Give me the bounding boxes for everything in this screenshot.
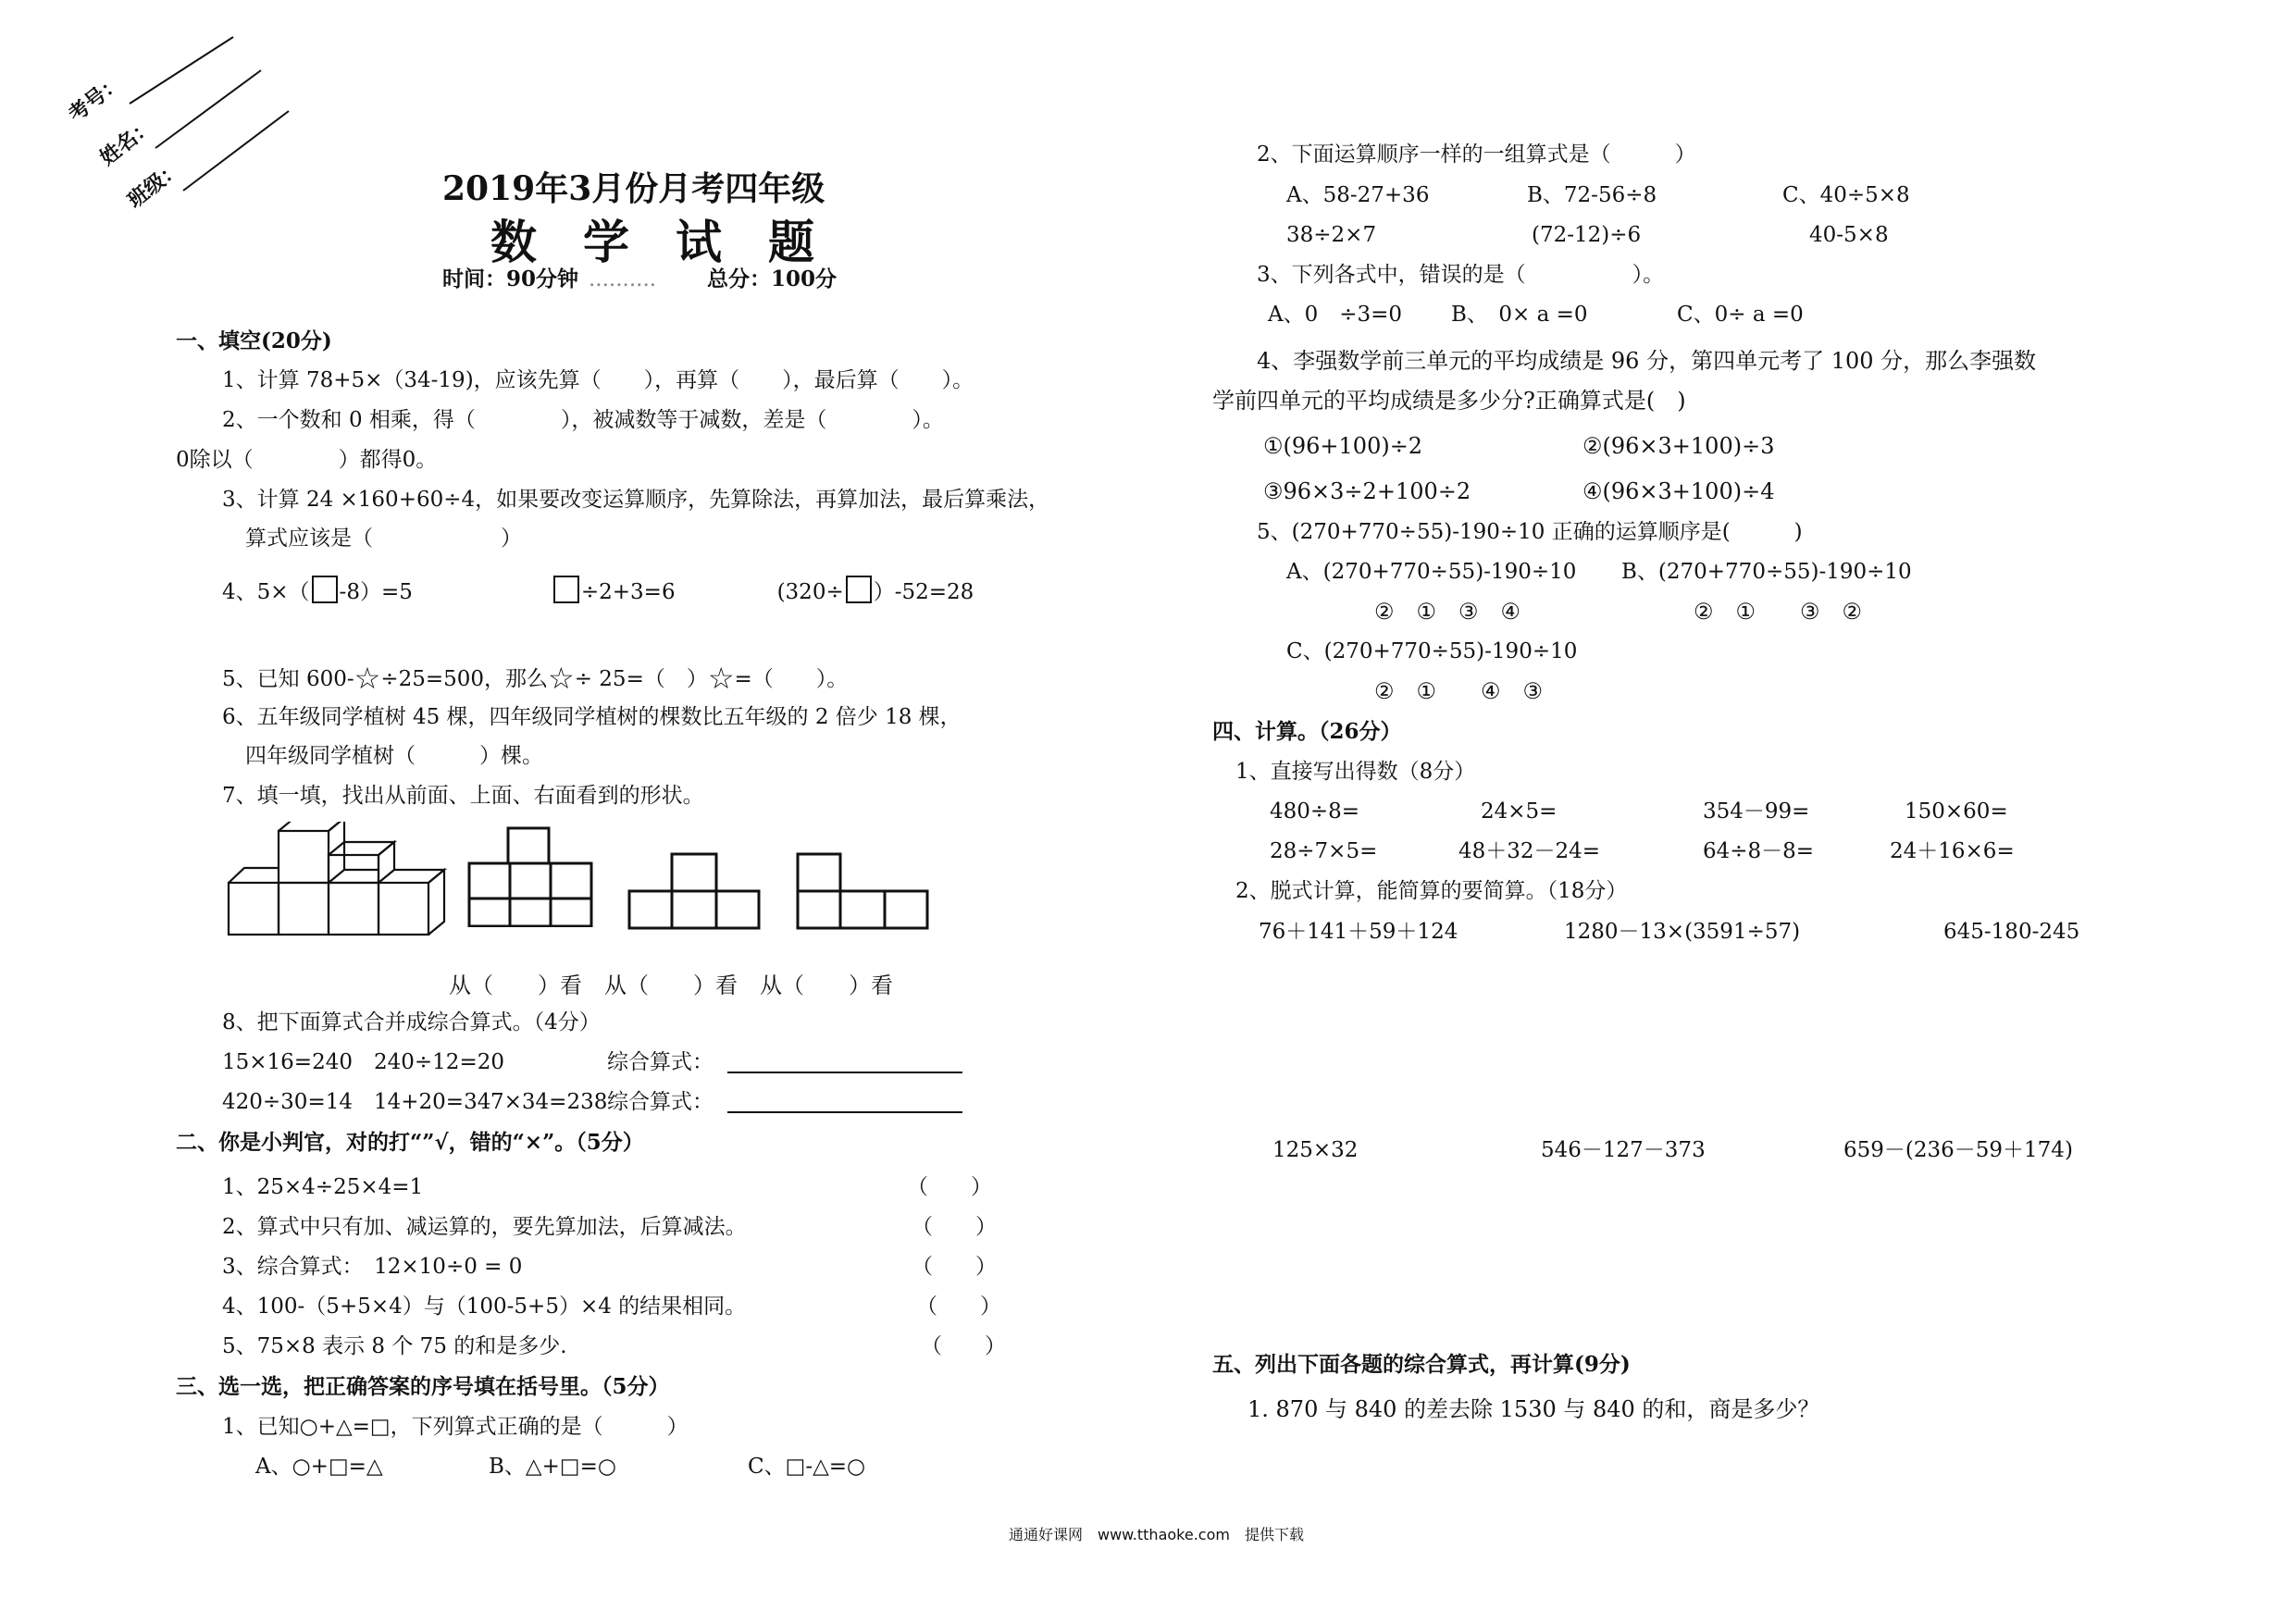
s3-q2-a2: 38÷2×7	[1286, 223, 1377, 247]
s3-q5-option-a: A、(270+770÷55)-190÷10	[1286, 560, 1577, 584]
s4-r3-1: 76＋141＋59＋124	[1259, 920, 1458, 944]
s3-q5-option-a-order: ② ① ③ ④	[1374, 599, 1521, 625]
blank-box[interactable]	[553, 576, 579, 603]
s3-q5-option-b: B、(270+770÷55)-190÷10	[1621, 560, 1912, 584]
s1-q8-r1c: 综合算式：	[607, 1050, 714, 1074]
s4-r2-4: 24＋16×6=	[1890, 839, 2015, 863]
q5-part-a: 5、已知 600-	[222, 667, 354, 691]
s1-q8-r2b: 14+20=34	[374, 1090, 491, 1114]
s3-q4-option-4: ④(96×3+100)÷4	[1582, 478, 1775, 504]
class-label: 班级：	[123, 155, 187, 214]
star-icon: ☆	[548, 661, 575, 696]
s1-q8-r1a: 15×16=240	[222, 1050, 353, 1074]
s2-paren-4[interactable]: （ ）	[916, 1295, 1001, 1319]
blank-box[interactable]	[846, 576, 872, 603]
s1-q8: 8、把下面算式合并成综合算式。（4分）	[222, 1010, 601, 1035]
section-2-heading: 二、你是小判官，对的打“”√，错的“×”。（5分）	[176, 1130, 644, 1155]
section-1-heading: 一、填空(20分)	[176, 328, 332, 353]
q5-part-b: ÷25=500，那么	[380, 667, 549, 691]
s4-r4-1: 125×32	[1272, 1138, 1359, 1162]
s3-q4-option-1: ①(96+100)÷2	[1263, 433, 1423, 459]
s4-p2: 2、脱式计算，能简算的要简算。（18分）	[1235, 879, 1628, 903]
s3-q4-option-2: ②(96×3+100)÷3	[1582, 433, 1775, 459]
s4-r2-1: 28÷7×5=	[1270, 839, 1378, 863]
s4-r3-2: 1280－13×(3591÷57)	[1564, 920, 1801, 944]
s1-q8-r2d: 综合算式：	[607, 1090, 714, 1114]
s1-q2a: 2、一个数和 0 相乘，得（ ），被减数等于减数，差是（ ）。	[222, 408, 944, 432]
section-4-heading: 四、计算。（26分）	[1212, 719, 1402, 744]
s3-q1-option-b: B、△+□=○	[489, 1455, 616, 1479]
s3-q5: 5、(270+770÷55)-190÷10 正确的运算顺序是( )	[1257, 520, 1803, 544]
blank-box[interactable]	[312, 576, 338, 603]
s4-r3-3: 645-180-245	[1943, 920, 2080, 944]
star-icon: ☆	[707, 661, 735, 696]
s3-q5-option-c: C、(270+770÷55)-190÷10	[1286, 639, 1578, 663]
s3-q2-b2: (72-12)÷6	[1532, 223, 1642, 247]
s4-r1-2: 24×5=	[1481, 799, 1558, 824]
s3-q1: 1、已知○+△=□，下列算式正确的是（ ）	[222, 1415, 689, 1439]
s3-q1-option-a: A、○+□=△	[255, 1455, 383, 1479]
s1-q2b: 0除以（ ）都得0。	[176, 448, 438, 472]
q4-part-a: 4、5×（	[222, 580, 310, 604]
s1-q4	[222, 576, 974, 606]
s2-item-2: 2、算式中只有加、减运算的，要先算加法，后算减法。	[222, 1215, 747, 1239]
s4-r2-3: 64÷8－8=	[1703, 839, 1815, 863]
s3-q1-option-c: C、□-△=○	[748, 1455, 866, 1479]
s1-q7-views: 从（ ）看 从（ ）看 从（ ）看	[449, 973, 893, 998]
s4-r1-4: 150×60=	[1905, 799, 2008, 824]
view-shape-2	[627, 851, 776, 935]
s5-q1: 1. 870 与 840 的差去除 1530 与 840 的和，商是多少？	[1247, 1396, 1820, 1422]
q5-part-c: ÷ 25=（ ）	[574, 667, 708, 691]
s4-r1-3: 354－99=	[1703, 799, 1810, 824]
s2-item-1: 1、25×4÷25×4=1	[222, 1175, 424, 1199]
s3-q4-option-3: ③96×3÷2+100÷2	[1263, 478, 1471, 504]
s1-q6a: 6、五年级同学植树 45 棵，四年级同学植树的棵数比五年级的 2 倍少 18 棵，	[222, 705, 962, 729]
exam-time: 时间：90分钟	[442, 266, 579, 291]
s3-q2: 2、下面运算顺序一样的一组算式是（ ）	[1257, 142, 1696, 167]
q4-part-c: ÷2+3=6	[580, 580, 676, 604]
section-5-heading: 五、列出下面各题的综合算式，再计算(9分)	[1212, 1352, 1631, 1377]
answer-line[interactable]	[727, 1111, 962, 1113]
s3-q5-option-c-order: ② ① ④ ③	[1374, 678, 1544, 704]
s3-q2-c1: C、40÷5×8	[1782, 183, 1910, 207]
s1-q6b: 四年级同学植树（ ）棵。	[245, 744, 543, 768]
s1-q5	[222, 661, 849, 696]
answer-line[interactable]	[727, 1072, 962, 1073]
s4-r4-3: 659－(236－59＋174)	[1843, 1138, 2073, 1162]
q4-part-e: ）-52=28	[873, 580, 974, 604]
exam-title: 2019年3月份月考四年级	[442, 169, 825, 208]
s4-r1-1: 480÷8=	[1270, 799, 1360, 824]
exam-total-score: 总分：100分	[707, 266, 838, 291]
s1-q3b: 算式应该是（ ）	[245, 527, 522, 551]
s2-item-4: 4、100-（5+5×4）与（100-5+5）×4 的结果相同。	[222, 1295, 747, 1319]
view-shape-1	[467, 825, 615, 927]
s1-q1: 1、计算 78+5×（34-19)，应该先算（ ），再算（ ），最后算（ ）。	[222, 368, 974, 392]
s3-q3-b: B、 0× a =0	[1451, 303, 1588, 327]
s4-r4-2: 546－127－373	[1541, 1138, 1706, 1162]
view-shape-3	[796, 851, 944, 935]
s3-q4a: 4、李强数学前三单元的平均成绩是 96 分，第四单元考了 100 分，那么李强数	[1257, 348, 2037, 374]
s3-q3-c: C、0÷ a =0	[1677, 303, 1804, 327]
footer-source: 通通好课网 www.tthaoke.com 提供下载	[1009, 1526, 1304, 1543]
s3-q3-a: A、0 ÷3=0	[1268, 303, 1403, 327]
s1-q8-r2c: 7×34=238	[490, 1090, 608, 1114]
header-write-lines[interactable]	[0, 0, 296, 231]
s3-q4b: 学前四单元的平均成绩是多少分?正确算式是( )	[1212, 388, 1686, 414]
s2-paren-1[interactable]: （ ）	[907, 1175, 992, 1199]
section-3-heading: 三、选一选，把正确答案的序号填在括号里。（5分）	[176, 1374, 670, 1399]
s2-paren-5[interactable]: （ ）	[921, 1334, 1006, 1358]
s2-paren-2[interactable]: （ ）	[912, 1215, 997, 1239]
exam-no-label: 考号：	[64, 69, 128, 128]
s4-r2-2: 48＋32－24=	[1458, 839, 1601, 863]
dots: ..........	[589, 267, 657, 291]
s3-q2-c2: 40-5×8	[1809, 223, 1889, 247]
q4-part-b: -8）=5	[339, 580, 413, 604]
s1-q3a: 3、计算 24 ×160+60÷4，如果要改变运算顺序，先算除法，再算加法，最后算乘法，	[222, 488, 1050, 512]
s4-p1: 1、直接写出得数（8分）	[1235, 760, 1476, 784]
q4-part-d: (320÷	[776, 580, 844, 604]
s2-paren-3[interactable]: （ ）	[912, 1255, 997, 1279]
name-label: 姓名：	[95, 113, 159, 171]
s3-q2-b1: B、72-56÷8	[1527, 183, 1657, 207]
s2-item-3: 3、综合算式： 12×10÷0 = 0	[222, 1255, 523, 1279]
exam-subtitle: 数学试题	[490, 215, 861, 269]
s1-q8-r1b: 240÷12=20	[374, 1050, 504, 1074]
q5-part-d: =（ ）。	[734, 667, 849, 691]
s1-q8-r2a: 420÷30=14	[222, 1090, 353, 1114]
s3-q2-a1: A、58-27+36	[1286, 183, 1430, 207]
star-icon: ☆	[354, 661, 381, 696]
s2-item-5: 5、75×8 表示 8 个 75 的和是多少.	[222, 1334, 567, 1358]
s1-q7: 7、填一填，找出从前面、上面、右面看到的形状。	[222, 784, 704, 808]
s3-q5-option-b-order: ② ① ③ ②	[1694, 599, 1863, 625]
s3-q3: 3、下列各式中，错误的是（ ）。	[1257, 263, 1665, 287]
cube-stack-figure	[226, 822, 448, 942]
